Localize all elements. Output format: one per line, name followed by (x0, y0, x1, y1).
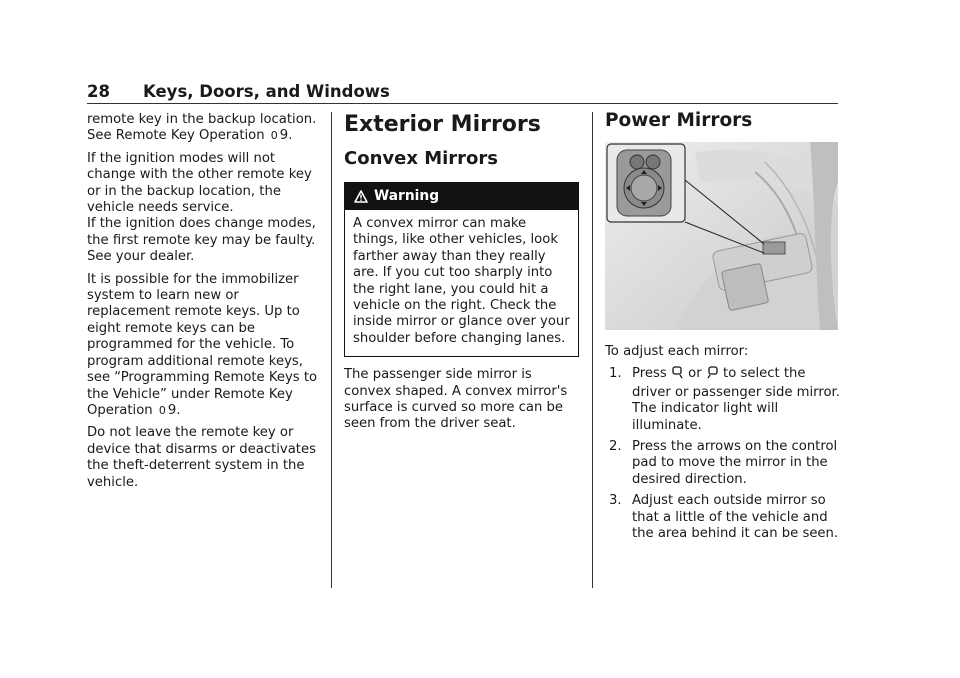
column-divider (331, 112, 332, 588)
right-mirror-select-icon (707, 366, 718, 384)
paragraph: If the ignition does change modes, the first remote key may be faulty. See your dealer. (87, 216, 316, 265)
list-item: 3. Adjust each outside mirror so that a little of the vehicle and the area behind it can be seen. (609, 493, 839, 542)
paragraph: Do not leave the remote key or device that disarms or deactivates the theft-deterrent system in the vehicle. (87, 425, 316, 490)
page-header (87, 82, 838, 104)
section-heading: Exterior Mirrors (344, 112, 541, 137)
intro-text: To adjust each mirror: (605, 344, 749, 359)
steps-list (605, 366, 845, 542)
warning-label: Warning (374, 188, 440, 205)
warning-box (344, 182, 579, 357)
page-reference-icon: 0 (270, 129, 278, 143)
column-3 (605, 112, 845, 547)
power-mirror-control-illustration (605, 142, 838, 330)
list-item: 2. Press the arrows on the control pad to move the mirror in the desired direction. (609, 439, 838, 487)
page-reference: 9 (167, 402, 177, 418)
page-reference-icon: 0 (158, 403, 166, 417)
left-mirror-select-icon (672, 366, 683, 384)
column-divider (592, 112, 593, 588)
list-item: 1. Press or to select the driver or passenger side mirror. The indicator light will illuminate. (609, 366, 840, 433)
section-title: Keys, Doors, and Windows (143, 82, 390, 101)
step-number: 1. (609, 366, 622, 382)
section-heading: Power Mirrors (605, 110, 753, 131)
warning-text: A convex mirror can make things, like other vehicles, look farther away than they really are. If you cut too sharply into the right lane, you could hit a vehicle on the right. Check the inside mirror or glance over your shoulder before changing lanes. (353, 216, 570, 346)
paragraph: If the ignition modes will not change with the other remote key or in the backup location, the vehicle needs service. (87, 150, 312, 216)
header-rule (87, 103, 838, 104)
page-reference: 9 (279, 128, 289, 144)
column-1 (87, 112, 323, 497)
step-number: 2. (609, 439, 622, 455)
paragraph: It is possible for the immobilizer system to learn new or replacement remote keys. Up to eight remote keys can be programmed for the vehicle. To program additional remote keys, see “Programming Remote Keys to the Vehicle” under Remote Key Operation 0 9. (87, 271, 318, 418)
warning-header (345, 183, 578, 210)
page-number: 28 (87, 82, 110, 101)
step-number: 3. (609, 493, 622, 509)
column-2 (344, 112, 580, 439)
warning-triangle-icon (354, 190, 368, 203)
paragraph: remote key in the backup location. See Remote Key Operation 0 9. (87, 112, 317, 144)
subsection-heading: Convex Mirrors (344, 148, 499, 169)
paragraph: The passenger side mirror is convex shaped. A convex mirror's surface is curved so more can be seen from the driver seat. (344, 367, 568, 432)
